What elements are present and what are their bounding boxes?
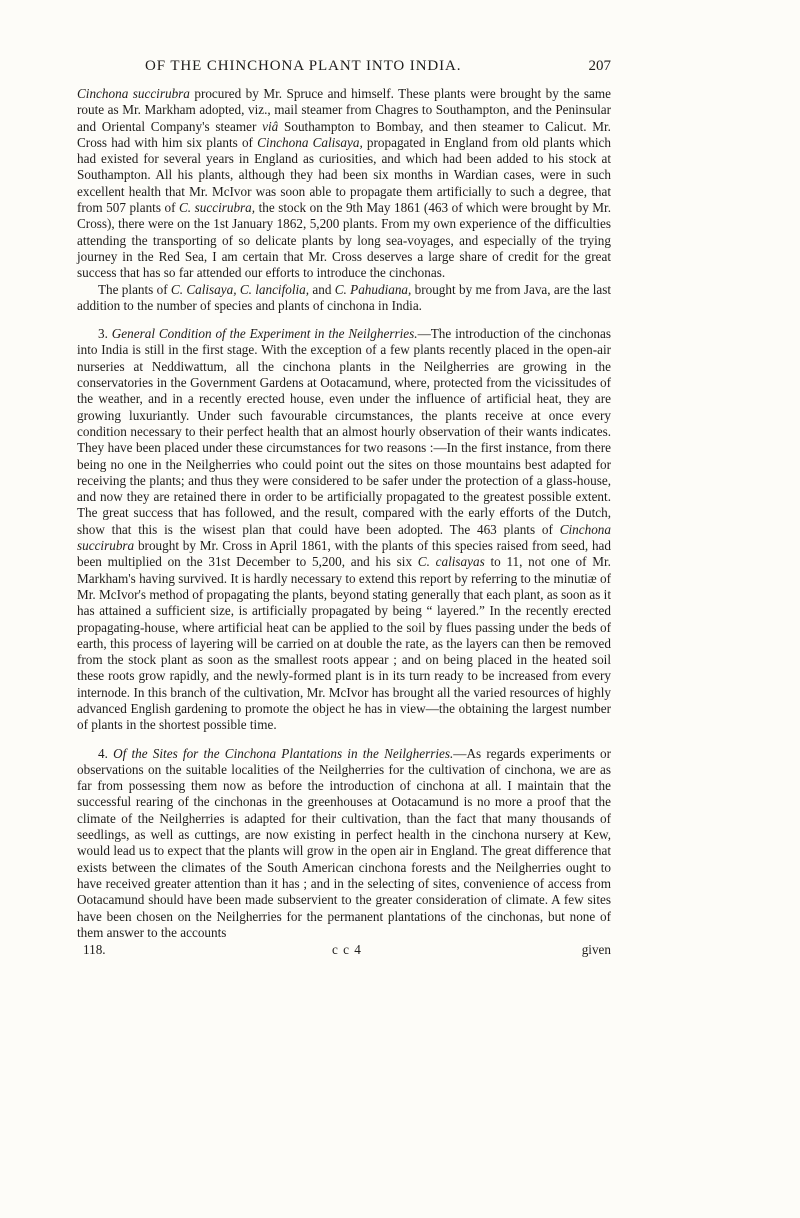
text-run: to 11, not one of Mr. Markham's having survived. It is hardly necessary to extend this report by referring to the minutiæ of Mr. McIvor's method of propagating the plants, beyond stating generally that each plant, as soon as it has attained a sufficient size, is artificially propagated by being “ layered.” In the recently erected propagating-house, where artificial heat can be applied to the soil by flues passing under the beds of earth, this process of layering will be carried on at double the rate, as the layers can then be removed from the stock plant as soon as the smallest roots appear ; and on being placed in the heated soil these roots grow rapidly, and the newly-formed plant is in its turn ready to be increased from every internode. In this branch of the cultivation, Mr. McIvor has brought all the varied resources of highly advanced English gardening to promote the object he has in view—the obtaining the largest number of plants in the shortest possible time. (77, 554, 611, 733)
signature-mark: c c 4 (332, 942, 362, 958)
species-name: C. Pahudiana, (334, 281, 412, 297)
page-footer (77, 942, 611, 960)
species-name: Cinchona succirubra (77, 86, 190, 101)
text-run: procured by Mr. Spruce and himself. These plants were brought by the same route as Mr. Markham adopted, viz., mail steamer from Chagres to Southampton, and the Peninsular and Oriental Company's steamer (77, 86, 611, 134)
text-run: propagated in England from old plants which had existed for several years in England as curiosities, and which had been added to his stock at Southampton. All his plants, although they had been six months in Wardian cases, were in such excellent health that Mr. McIvor was soon able to propagate them artificially to such a degree, that from 507 plants of (77, 134, 611, 216)
section-heading: Of the Sites for the Cinchona Plantations in the Neilgherries. (113, 745, 454, 761)
page-header (77, 58, 611, 86)
text-run: —As regards experiments or observations on the suitable localities of the Neilgherries for the cultivation of cinchona, we are as far from possessing them now as before the introduction of cinchona at all. I maintain that the successful rearing of the cinchonas in the greenhouses at Ootacamund is no more a proof that the climate of the Neilgherries is adapted for their cultivation, than the fact that many thousands of seedlings, as well as cuttings, are now existing in perfect health in the cinchona nursery at Kew, would lead us to expect that the plants will grow in the open air in England. The great difference that exists between the climates of the South American cinchona forests and the Neilgherries ought to have received greater attention than it has ; and in the selecting of sites, convenience of access from Ootacamund should have been made subservient to the greater consideration of climate. A few sites have been chosen on the Neilgherries for the permanent plantations of the cinchonas, but none of them answer to the accounts (77, 745, 611, 940)
text-run: the stock on the 9th May 1861 (463 of which were brought by Mr. Cross), there were on the 1st January 1862, 5,200 plants. From my own experience of the difficulties attending the transporting of so delicate plants by long sea-voyages, and especially of the trying journey in the Red Sea, I am certain that Mr. Cross deserves a large share of credit for the great success that has so far attended our efforts to introduce the cinchonas. (77, 200, 611, 281)
text-run: —The introduction of the cinchonas into India is still in the first stage. With the exception of a few plants recently placed in the open-air nurseries at Neddiwattum, all the cinchona plants in the Neilgherries are growing in the conservatories in the Government Gardens at Ootacamund, where, protected from the vicissitudes of the weather, and in a recently erected house, even under the influence of artificial heat, they are growing luxuriantly. Under such favourable circumstances, the plants receive at once every condition necessary to their perfect health that an almost hourly observation of their wants indicates. They have been placed under these circumstances for two reasons :—In the first instance, from there being no one in the Neilgherries who could point out the sites on those mountains best adapted for receiving the plants; and thus they were considered to be safer under the protection of a glass-house, and now they are retained there in order to be artificially propagated to the greatest possible extent. The great success that has followed, and the result, compared with the early efforts of the Dutch, show that this is the wisest plan that could have been adopted. The 463 plants of (77, 326, 612, 537)
paragraph-2 (77, 282, 611, 315)
text-run: Southampton to Bombay, and then steamer to Calicut. Mr. Cross had with him six plants of (77, 118, 611, 150)
section-4-paragraph (77, 746, 611, 942)
species-name: C. Calisaya, C. lancifolia, (170, 281, 310, 297)
section-3-paragraph (77, 326, 611, 733)
paragraph-1 (77, 86, 611, 282)
species-name: C. calisayas (417, 554, 485, 570)
running-title: OF THE CHINCHONA PLANT INTO INDIA. (145, 58, 462, 74)
text-run: brought by me from Java, are the last addition to the number of species and plants of cinchona in India. (77, 281, 612, 313)
catchword: given (581, 942, 611, 958)
document-page (77, 58, 611, 960)
species-name: Cinchona Calisaya, (257, 134, 363, 150)
text-run: brought by Mr. Cross in April 1861, with the plants of this species raised from seed, had been multiplied on the 31st December to 5,200, and his six (77, 538, 611, 570)
text-run: The plants of (98, 281, 171, 297)
section-number: 4. (98, 745, 114, 761)
page-number: 207 (588, 58, 611, 74)
species-name: C. succirubra, (179, 200, 256, 216)
species-name: Cinchona succirubra (77, 521, 611, 554)
section-heading: General Condition of the Experiment in the Neilgherries. (111, 326, 418, 342)
text-run: and (309, 281, 335, 297)
section-number: 3. (98, 326, 112, 342)
footer-number: 118. (83, 942, 106, 958)
latin-term: viâ (262, 118, 279, 134)
